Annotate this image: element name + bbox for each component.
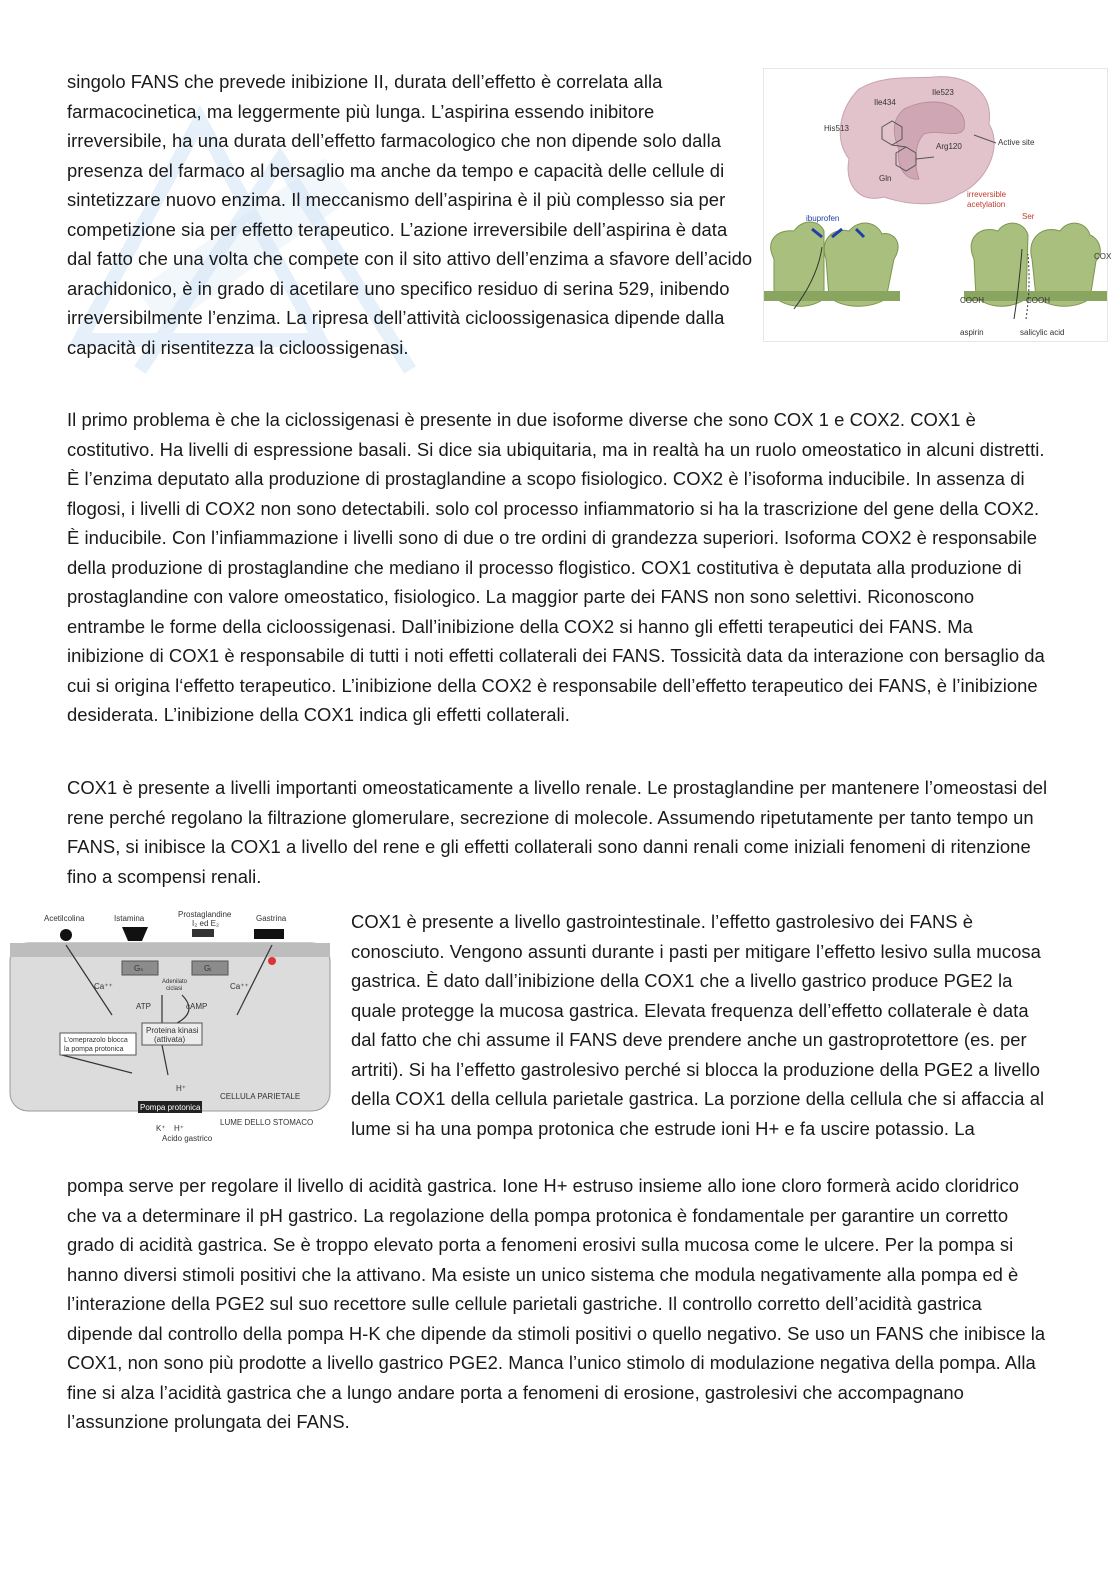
label-gs: Gₛ	[134, 964, 144, 973]
paragraph-cox-isoforms: Il primo problema è che la ciclossigenasi è presente in due isoforme diverse che sono COX 1 e COX2. COX1 è costitutivo. Ha livelli di espressione basali. Si dice sia ubiquitaria, ma in realtà ha un ruolo omeostatico in alcuni distretti. È l’enzima deputato alla produzione di prostaglandine a scopo fisiologico. COX2 è l’isoforma inducibile. In assenza di flogosi, i livelli di COX2 non sono detectabili. solo col processo infiammatorio si ha la trascrizione del gene della COX2. È inducibile. Con l’infiammazione i livelli sono di due o tre ordini di grandezza superiori. Isoforma COX2 è responsabile della produzione di prostaglandine che mediano il processo flogistico. COX1 costitutiva è deputata alla produzione di prostaglandine con valore omeostatico, fisiologico. La maggior parte dei FANS non sono selettivi. Riconoscono entrambe le forme della cicloossigenasi. Dall’inibizione della COX2 si hanno gli effetti terapeutici dei FANS. Ma inibizione di COX1 è responsabile di tutti i noti effetti collaterali dei FANS. Tossicità data da interazione con bersaglio da cui si origina l‘effetto terapeutico. L’inibizione della COX2 è responsabile dell’effetto terapeutico dei FANS, è l’inibizione desiderata. L’inibizione della COX1 indica gli effetti collaterali.	[67, 409, 1045, 725]
label-acetilcolina: Acetilcolina	[44, 914, 85, 923]
label-ciclasi: ciclasi	[166, 986, 183, 992]
label-omeprazolo-1: L’omeprazolo blocca	[64, 1037, 128, 1044]
cox-inhibition-figure	[763, 68, 1112, 342]
paragraph-aspirin-mechanism: singolo FANS che prevede inibizione II, durata dell’effetto è correlata alla farmacocinetica, ma leggermente più lunga. L’aspirina essendo inibitore irreversibile, ha una durata dell’effetto farmacologico che non dipende solo dalla presenza del farmaco al bersaglio ma anche da tempo e capacità delle cellule di sintetizzare nuovo enzima. Il meccanismo dell’aspirina è il più complesso sia per competizione sia per effetto terapeutico. L’azione irreversibile dell’aspirina è data dal fatto che una volta che compete con il sito attivo dell’enzima a sfavore dell’acido arachidonico, è in grado di acetilare uno specifico residuo di serina 529, inibendo irreversibilmente l’enzima. La ripresa dell’attività cicloossigenasica dipende dalla capacità di risentitezza la cicloossigenasi.	[67, 71, 753, 358]
label-cooh-1: COOH	[960, 296, 984, 305]
label-ile434: Ile434	[874, 98, 896, 107]
label-ser: Ser	[1022, 212, 1035, 221]
paragraph-gastrointestinal-effects: COX1 è presente a livello gastrointestinale. l’effetto gastrolesivo dei FANS è conosciuto. Vengono assunti durante i pasti per mitigare l’effetto lesivo sulla mucosa gastrica. È dato dall’inibizione della COX1 che a livello gastrico produce PGE2 la quale protegge la mucosa gastrica. Elevata frequenza dell’effetto collaterale è data dal fatto che chi assume il FANS deve prendere anche un gastroprotettore (es. per artriti). Si ha l’effetto gastrolesivo perché si blocca la produzione della PGE2 a livello della COX1 della cellula parietale gastrica. La porzione della cellula che si affaccia al lume si ha una pompa protonica che estrude ioni H+ e fa uscire potassio. La	[351, 911, 1045, 1139]
label-gi: Gᵢ	[204, 964, 212, 973]
label-irreversible: irreversible	[967, 190, 1007, 199]
label-ca-2: Ca⁺⁺	[230, 982, 249, 991]
label-his513: His513	[824, 124, 849, 133]
label-adenilato: Adenilato	[162, 979, 188, 985]
label-prostaglandine: Prostaglandine	[178, 910, 232, 919]
parietal-cell-figure	[2, 905, 334, 1147]
label-attivata: (attivata)	[154, 1035, 186, 1044]
label-omeprazolo-2: la pompa protonica	[64, 1046, 124, 1053]
label-acido-gastrico: Acido gastrico	[162, 1134, 213, 1143]
paragraph-proton-pump: pompa serve per regolare il livello di acidità gastrica. Ione H+ estruso insieme allo ione cloro formerà acido cloridrico che va a determinare il pH gastrico. La regolazione della pompa protonica è fondamentale per garantire un corretto grado di acidità gastrica. Se è troppo elevato porta a fenomeni erosivi sulla mucosa come le ulcere. Per la pompa si hanno diversi stimoli positivi che la attivano. Ma esiste un unico sistema che modula negativamente alla pompa ed è l’interazione della PGE2 sul suo recettore sulle cellule parietali gastriche. Il controllo corretto dell’acidità gastrica dipende dal controllo della pompa H-K che dipende da stimoli positivi o quello negativo. Se uso un FANS che inibisce la COX1, non sono più prodotte a livello gastrico PGE2. Manca l’unico stimolo di modulazione negativa della pompa. Alla fine si alza l’acidità gastrica che a lungo andare porta a fenomeni di erosione, gastrolesivi che accompagnano l’assunzione prolungata dei FANS.	[67, 1175, 1046, 1432]
label-ca-1: Ca⁺⁺	[94, 982, 113, 991]
label-h-plus: H⁺	[176, 1084, 186, 1093]
label-active-site: Active site	[998, 138, 1035, 147]
label-istamina: Istamina	[114, 914, 145, 923]
label-arg120: Arg120	[936, 142, 962, 151]
label-k-plus: K⁺	[156, 1124, 166, 1133]
label-cox: COX	[1094, 252, 1112, 261]
label-h-plus-2: H⁺	[174, 1124, 184, 1133]
label-atp: ATP	[136, 1002, 151, 1011]
label-lume-stomaco: LUME DELLO STOMACO	[220, 1118, 314, 1127]
paragraph-renal-effects: COX1 è presente a livelli importanti omeostaticamente a livello renale. Le prostaglandine per mantenere l’omeostasi del rene perché regolano la filtrazione glomerulare, secrezione di molecole. Assumendo ripetutamente per tanto tempo un FANS, si inibisce la COX1 a livello del rene e gli effetti collaterali sono danni renali come iniziali fenomeni di ritenzione fino a scompensi renali.	[67, 777, 1048, 887]
label-camp: cAMP	[186, 1002, 208, 1011]
label-cooh-2: COOH	[1026, 296, 1050, 305]
label-acetylation: acetylation	[967, 200, 1006, 209]
label-pompa-protonica: Pompa protonica	[140, 1103, 201, 1112]
label-cellula-parietale: CELLULA PARIETALE	[220, 1092, 301, 1101]
label-ibuprofen: ibuprofen	[806, 214, 840, 223]
label-proteina-kinasi: Proteina kinasi	[146, 1026, 199, 1035]
label-gastrina: Gastrina	[256, 914, 287, 923]
label-prostaglandine-sub: I₂ ed E₂	[192, 919, 220, 928]
label-aspirin: aspirin	[960, 328, 984, 337]
label-gln: Gln	[879, 174, 892, 183]
label-ile523: Ile523	[932, 88, 954, 97]
label-salicylic-acid: salicylic acid	[1020, 328, 1065, 337]
